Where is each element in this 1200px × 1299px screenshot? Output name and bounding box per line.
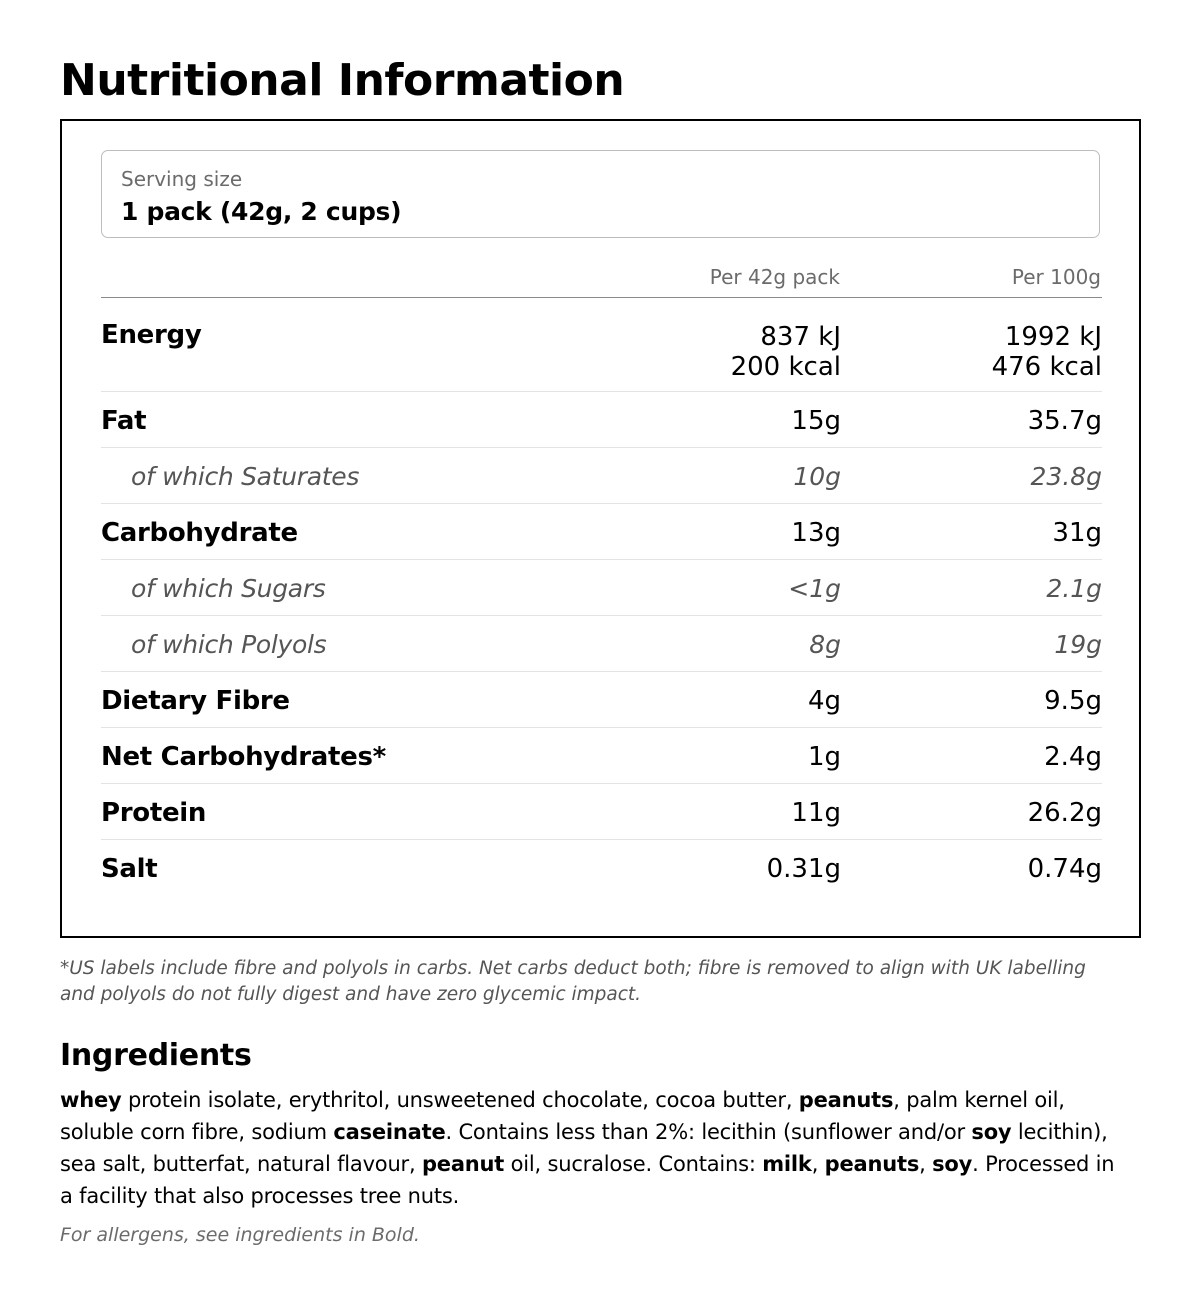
nutrient-name: of which Sugars [131, 574, 326, 603]
per-pack-value: 13g [791, 518, 841, 548]
per-pack-kcal: 200 kcal [730, 352, 841, 382]
table-row [101, 784, 1102, 840]
nutrient-name: Net Carbohydrates* [101, 742, 386, 772]
column-header-per-pack: Per 42g pack [709, 265, 840, 289]
allergen-ingredient: milk [762, 1152, 812, 1176]
nutrient-rows [101, 298, 1102, 896]
nutrient-name: of which Polyols [131, 630, 327, 659]
per-100g-value: 2.1g [1046, 574, 1102, 603]
per-pack-value: 0.31g [766, 854, 841, 884]
table-row [101, 560, 1102, 616]
per-pack-value: 8g [809, 630, 841, 659]
per-100g-value: 9.5g [1044, 686, 1102, 716]
ingredient-text: , palm kernel oil, soluble corn fibre, sodium [60, 1088, 1065, 1144]
allergen-note: For allergens, see ingredients in Bold. [60, 1224, 420, 1246]
nutrition-table [60, 119, 1141, 938]
serving-size-value: 1 pack (42g, 2 cups) [121, 197, 402, 226]
nutrient-name: Fat [101, 406, 147, 436]
per-100g-value [862, 322, 1102, 382]
table-row [101, 298, 1102, 392]
page-title: Nutritional Information [60, 55, 625, 106]
table-row [101, 448, 1102, 504]
per-100g-value: 23.8g [1030, 462, 1102, 491]
per-pack-value: 11g [791, 798, 841, 828]
per-100g-value: 2.4g [1044, 742, 1102, 772]
ingredient-text: , [919, 1152, 933, 1176]
allergen-ingredient: soy [971, 1120, 1012, 1144]
ingredient-text: lecithin), sea salt, butterfat, natural flavour, [60, 1120, 1108, 1176]
table-row [101, 504, 1102, 560]
ingredient-text: oil, sucralose. Contains: [504, 1152, 763, 1176]
per-pack-value: 10g [793, 462, 841, 491]
allergen-ingredient: peanuts [798, 1088, 894, 1112]
column-header-per-100g: Per 100g [1011, 265, 1101, 289]
table-row [101, 616, 1102, 672]
allergen-ingredient: peanut [421, 1152, 505, 1176]
per-pack-value: 15g [791, 406, 841, 436]
nutrient-name: Protein [101, 798, 207, 828]
nutrient-name: of which Saturates [131, 462, 360, 491]
net-carbs-footnote: *US labels include fibre and polyols in carbs. Net carbs deduct both; fibre is removed to align with UK labelling and polyols do not fully digest and have zero glycemic impact. [60, 958, 1086, 1005]
nutrient-name: Dietary Fibre [101, 686, 290, 716]
serving-size-box [101, 150, 1100, 238]
allergen-ingredient: soy [932, 1152, 973, 1176]
ingredient-text: protein isolate, erythritol, unsweetened chocolate, cocoa butter, [121, 1088, 799, 1112]
table-row [101, 840, 1102, 896]
ingredient-text: . Contains less than 2%: lecithin (sunflower and/or [445, 1120, 972, 1144]
per-100g-value: 26.2g [1027, 798, 1102, 828]
per-100g-value: 19g [1054, 630, 1102, 659]
allergen-ingredient: peanuts [824, 1152, 920, 1176]
per-100g-value: 31g [1052, 518, 1102, 548]
allergen-ingredient: whey [60, 1088, 122, 1112]
per-100g-kj: 1992 kJ [1004, 322, 1102, 352]
nutrient-name: Energy [101, 320, 202, 350]
ingredients-heading: Ingredients [60, 1038, 252, 1073]
ingredients-text [60, 1084, 1120, 1212]
ingredient-text: . Processed in a facility that also processes tree nuts. [60, 1152, 1115, 1208]
per-pack-value: 1g [807, 742, 841, 772]
table-row [101, 392, 1102, 448]
table-row [101, 672, 1102, 728]
ingredient-text: , [811, 1152, 825, 1176]
nutrient-name: Carbohydrate [101, 518, 298, 548]
per-pack-value: <1g [788, 574, 841, 603]
table-row [101, 728, 1102, 784]
per-100g-kcal: 476 kcal [991, 352, 1102, 382]
allergen-ingredient: caseinate [333, 1120, 446, 1144]
serving-size-label: Serving size [121, 167, 243, 191]
per-pack-value [601, 322, 841, 382]
per-100g-value: 0.74g [1027, 854, 1102, 884]
per-pack-value: 4g [807, 686, 841, 716]
nutrient-name: Salt [101, 854, 158, 884]
per-pack-kj: 837 kJ [760, 322, 841, 352]
per-100g-value: 35.7g [1027, 406, 1102, 436]
